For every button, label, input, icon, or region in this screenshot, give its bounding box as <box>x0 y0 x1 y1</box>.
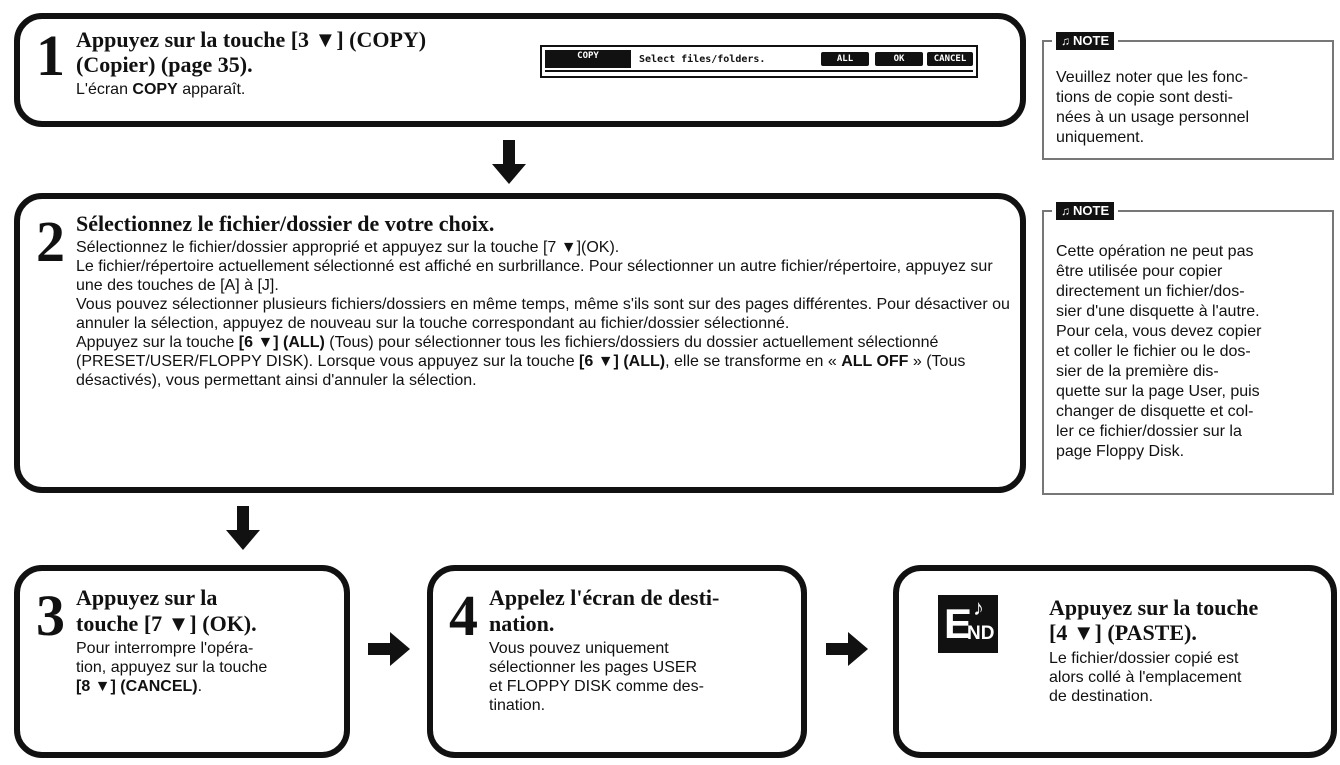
step-4-title-line1: Appelez l'écran de desti- <box>489 585 720 610</box>
step-1-body-pre: L'écran <box>76 81 133 98</box>
step-3-number: 3 <box>36 583 65 648</box>
note-2-line: Pour cela, vous devez copier <box>1056 323 1262 340</box>
note-1-line: tions de copie sont desti- <box>1056 89 1233 106</box>
step-2-paragraph-3: Vous pouvez sélectionner plusieurs fichiers/dossiers en même temps, même s'ils sont sur des pages différentes. Pour désactiver ou annuler la sélection, appuyez de nouveau sur la touche correspondant au fichier/dossier sélectionné. <box>76 296 1010 332</box>
note-2-text <box>1056 242 1324 462</box>
note-2-line: être utilisée pour copier <box>1056 263 1223 280</box>
step-4-box <box>427 565 807 758</box>
step-2-title: Sélectionnez le fichier/dossier de votre choix. <box>76 211 495 236</box>
note-2-badge-label: NOTE <box>1073 203 1110 218</box>
p4-b: [6 ▼] (ALL) <box>238 334 325 351</box>
note-1-badge-inner <box>1056 32 1114 50</box>
step-2-paragraph-1: Sélectionnez le fichier/dossier approprié et appuyez sur la touche [7 ▼](OK). <box>76 239 620 256</box>
step-3-cancel-key: [8 ▼] (CANCEL) <box>76 678 198 695</box>
music-notes-icon: ♫ <box>1061 34 1070 48</box>
music-note-icon: ♪ <box>973 595 984 620</box>
note-2-line: sier d'une disquette à l'autre. <box>1056 303 1260 320</box>
arrow-down-icon <box>226 506 260 550</box>
end-step-body <box>1049 649 1241 706</box>
step-4-number: 4 <box>449 583 478 648</box>
note-1-badge-label: NOTE <box>1073 33 1110 48</box>
end-music-note-icon <box>938 595 998 653</box>
step-3-body-line3 <box>76 677 267 696</box>
step-4-title-line2: nation. <box>489 611 555 636</box>
end-step-title-line1: Appuyez sur la touche <box>1049 595 1259 620</box>
note-2-line: sier de la première dis- <box>1056 363 1219 380</box>
lcd-all-button[interactable]: ALL <box>821 52 869 66</box>
step-1-title-line2: (Copier) (page 35). <box>76 52 253 77</box>
step-1-body <box>76 80 245 99</box>
p4-f: ALL OFF <box>841 353 909 370</box>
end-step-body-line3: de destination. <box>1049 688 1154 705</box>
step-2-box <box>14 193 1026 493</box>
step-4-body-line2: sélectionner les pages USER <box>489 659 698 676</box>
step-3-period: . <box>197 678 203 695</box>
step-4-body-line3: et FLOPPY DISK comme des- <box>489 678 704 695</box>
copy-screen-lcd <box>540 45 978 78</box>
step-4-body-line1: Vous pouvez uniquement <box>489 640 669 657</box>
arrow-right-icon <box>368 632 410 666</box>
step-3-body-line1: Pour interrompre l'opéra- <box>76 640 254 657</box>
step-1-body-bold: COPY <box>132 81 178 98</box>
end-step-box <box>893 565 1337 758</box>
note-2 <box>1042 203 1334 495</box>
end-icon-nd: ND <box>967 623 995 644</box>
lcd-inner <box>545 50 973 72</box>
step-2-paragraph-4 <box>76 333 1016 390</box>
note-2-line: changer de disquette et col- <box>1056 403 1254 420</box>
note-2-line: quette sur la page User, puis <box>1056 383 1260 400</box>
step-2-body <box>76 238 1016 390</box>
note-1-line: uniquement. <box>1056 129 1145 146</box>
note-1-text <box>1056 68 1324 148</box>
p4-g: » (Tous désactivés), vous permettant ainsi d'annuler la sélection. <box>76 353 966 389</box>
end-step-body-line2: alors collé à l'emplacement <box>1049 669 1242 686</box>
lcd-copy-label: COPY <box>545 50 631 68</box>
note-2-line: Cette opération ne peut pas <box>1056 243 1254 260</box>
step-1-title-line1: Appuyez sur la touche [3 ▼] (COPY) <box>76 27 427 52</box>
step-3-title-line1: Appuyez sur la <box>76 585 218 610</box>
note-1-line: Veuillez noter que les fonc- <box>1056 69 1249 86</box>
music-notes-icon: ♫ <box>1061 204 1070 218</box>
step-3-body <box>76 639 267 696</box>
note-2-line: directement un fichier/dos- <box>1056 283 1245 300</box>
lcd-ok-button[interactable]: OK <box>875 52 923 66</box>
note-1-line: nées à un usage personnel <box>1056 109 1250 126</box>
note-2-badge <box>1052 202 1118 220</box>
step-1-body-post: apparaît. <box>177 81 246 98</box>
note-1 <box>1042 33 1334 160</box>
note-1-badge <box>1052 32 1118 50</box>
end-step-title-line2: [4 ▼] (PASTE). <box>1049 620 1197 645</box>
step-3-body-line2: tion, appuyez sur la touche <box>76 659 268 676</box>
step-3-title-line2: touche [7 ▼] (OK). <box>76 611 257 636</box>
p4-e: , elle se transforme en « <box>665 353 842 370</box>
step-3-box <box>14 565 350 758</box>
end-icon-e: E <box>944 600 973 647</box>
p4-d: [6 ▼] (ALL) <box>579 353 666 370</box>
step-2-number: 2 <box>36 209 65 274</box>
p4-a: Appuyez sur la touche <box>76 334 239 351</box>
note-2-badge-inner <box>1056 202 1114 220</box>
lcd-message: Select files/folders. <box>639 54 766 65</box>
note-2-line: page Floppy Disk. <box>1056 443 1185 460</box>
lcd-cancel-button[interactable]: CANCEL <box>927 52 973 66</box>
step-1-number: 1 <box>36 23 65 88</box>
arrow-right-icon <box>826 632 868 666</box>
note-2-line: ler ce fichier/dossier sur la <box>1056 423 1242 440</box>
end-step-body-line1: Le fichier/dossier copié est <box>1049 650 1239 667</box>
arrow-down-icon <box>492 140 526 184</box>
note-2-line: et coller le fichier ou le dos- <box>1056 343 1251 360</box>
step-4-body-line4: tination. <box>489 697 546 714</box>
step-2-paragraph-2: Le fichier/répertoire actuellement sélectionné est affiché en surbrillance. Pour sélectionner un autre fichier/répertoire, appuyez sur une des touches de [A] à [J]. <box>76 258 993 294</box>
step-4-body <box>489 639 704 715</box>
p4-c: (Tous) pour sélectionner tous les fichiers/dossiers du dossier actuellement sélectionné (PRESET/USER/FLOPPY DISK). Lorsque vous appuyez sur la touche <box>76 334 939 370</box>
